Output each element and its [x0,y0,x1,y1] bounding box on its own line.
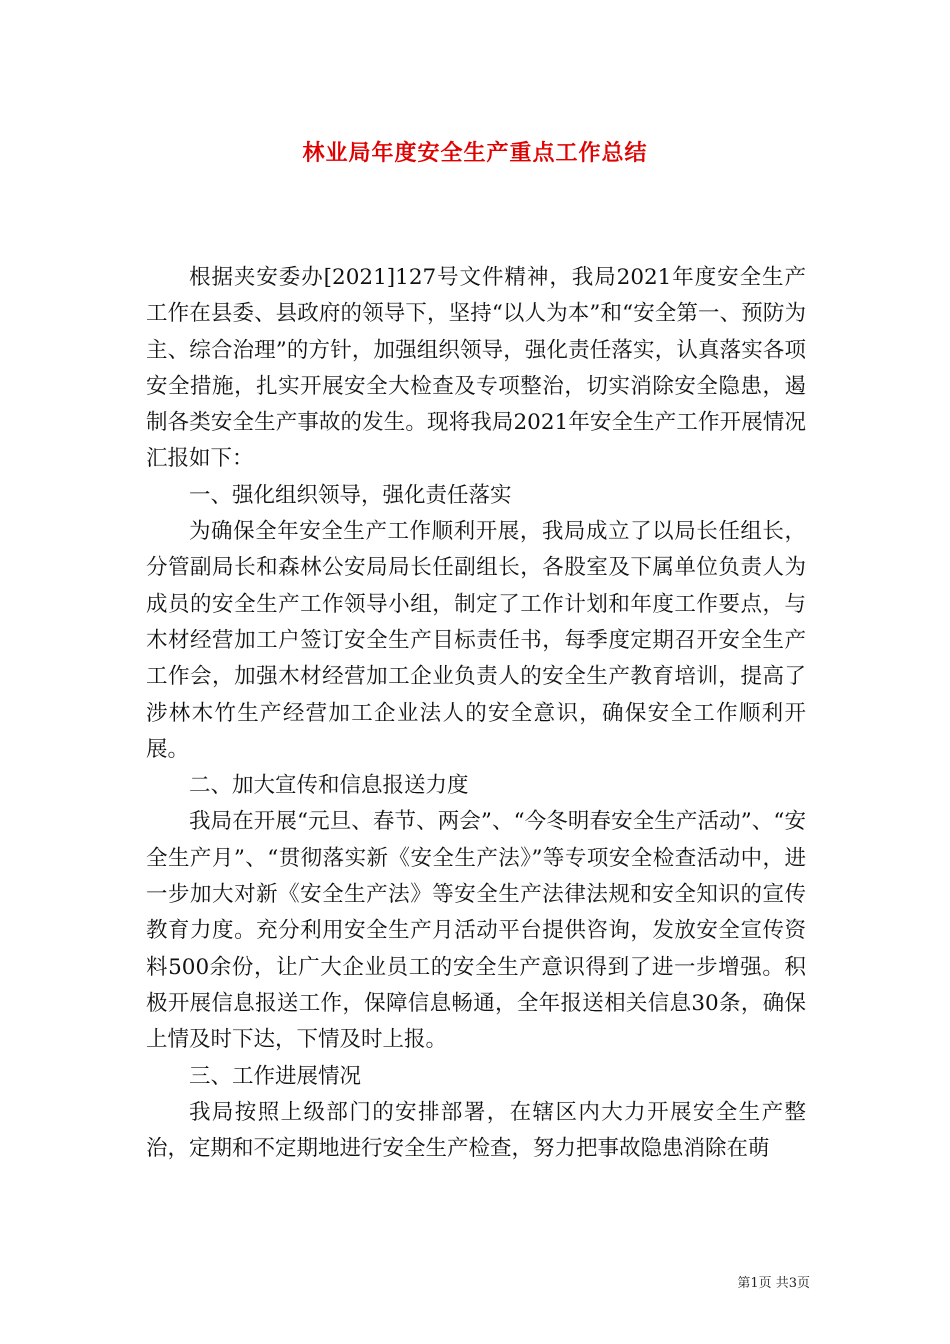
section-heading-2: 二、加大宣传和信息报送力度 [189,773,469,799]
section-heading-1: 一、强化组织领导，强化责任落实 [189,482,512,508]
paragraph-section-1: 为确保全年安全生产工作顺利开展，我局成立了以局长任组长，分管副局长和森林公安局局长任副组长，各股室及下属单位负责人为成员的安全生产工作领导小组，制定了工作计划和年度工作要点，与木材经营加工户签订安全生产目标责任书，每季度定期召开安全生产工作会，加强木材经营加工企业负责人的安全生产教育培训，提高了涉林木竹生产经营加工企业法人的安全意识，确保安全工作顺利开展。 [146,519,806,762]
document-body [146,260,806,1167]
section-heading-3: 三、工作进展情况 [189,1063,362,1089]
paragraph-section-3: 我局按照上级部门的安排部署，在辖区内大力开展安全生产整治，定期和不定期地进行安全生产检查，努力把事故隐患消除在萌 [146,1099,806,1162]
document-title: 林业局年度安全生产重点工作总结 [302,141,648,166]
paragraph-section-2: 我局在开展“元旦、春节、两会”、“今冬明春安全生产活动”、“安全生产月”、“贯彻落实新《安全生产法》”等专项安全检查活动中，进一步加大对新《安全生产法》等安全生产法律法规和安全知识的宣传教育力度。充分利用安全生产月活动平台提供咨询，发放安全宣传资料500余份，让广大企业员工的安全生产意识得到了进一步增强。积极开展信息报送工作，保障信息畅通，全年报送相关信息30条，确保上情及时下达，下情及时上报。 [146,809,806,1053]
page-number-footer: 第1页 共3页 [737,1276,810,1291]
paragraph-intro: 根据夹安委办[2021]127号文件精神，我局2021年度安全生产工作在县委、县政府的领导下，坚持“以人为本”和“安全第一、预防为主、综合治理”的方针，加强组织领导，强化责任落实，认真落实各项安全措施，扎实开展安全大检查及专项整治，切实消除安全隐患，遏制各类安全生产事故的发生。现将我局2021年安全生产工作开展情况汇报如下： [146,265,806,472]
